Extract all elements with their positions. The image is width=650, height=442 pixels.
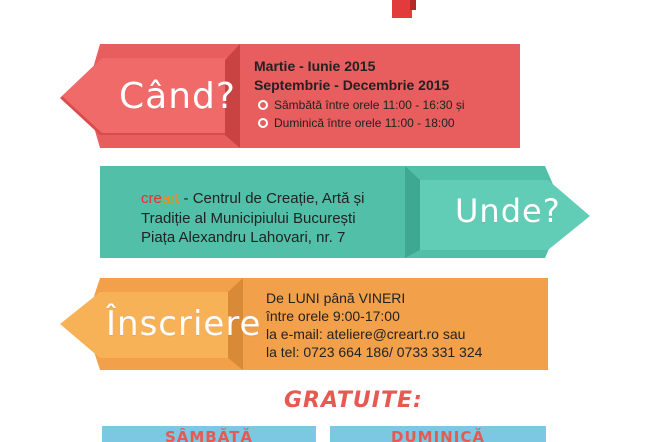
where-line-1-text: - Centrul de Creație, Artă și: [179, 190, 365, 207]
registration-days: De LUNI până VINERI: [266, 290, 406, 306]
where-label: Unde?: [455, 192, 561, 230]
sunday-label: DUMINICĂ: [391, 428, 485, 442]
saturday-box: [102, 426, 316, 442]
when-period-2: Septembrie - Decembrie 2015: [254, 77, 450, 93]
registration-phone: la tel: 0723 664 186/ 0733 331 324: [266, 344, 483, 360]
free-heading: GRATUITE:: [284, 388, 423, 413]
registration-label: Înscriere: [106, 304, 262, 344]
sunday-box: [330, 426, 546, 442]
brand-art: art: [161, 190, 180, 207]
when-schedule-saturday-text: Sâmbătă între orele 11:00 - 16:30 și: [274, 98, 465, 112]
when-label: Când?: [119, 76, 236, 117]
where-line-2: Tradiție al Municipiului București: [141, 210, 356, 227]
brand-cre: cre: [141, 190, 162, 207]
when-schedule-sunday-text: Duminică între orele 11:00 - 18:00: [274, 116, 455, 130]
saturday-label: SÂMBĂTĂ: [164, 428, 254, 442]
when-period-1: Martie - Iunie 2015: [254, 58, 376, 74]
registration-hours: între orele 9:00-17:00: [266, 308, 400, 324]
registration-email: la e-mail: ateliere@creart.ro sau: [266, 326, 466, 342]
where-line-3: Piața Alexandru Lahovari, nr. 7: [141, 229, 346, 246]
